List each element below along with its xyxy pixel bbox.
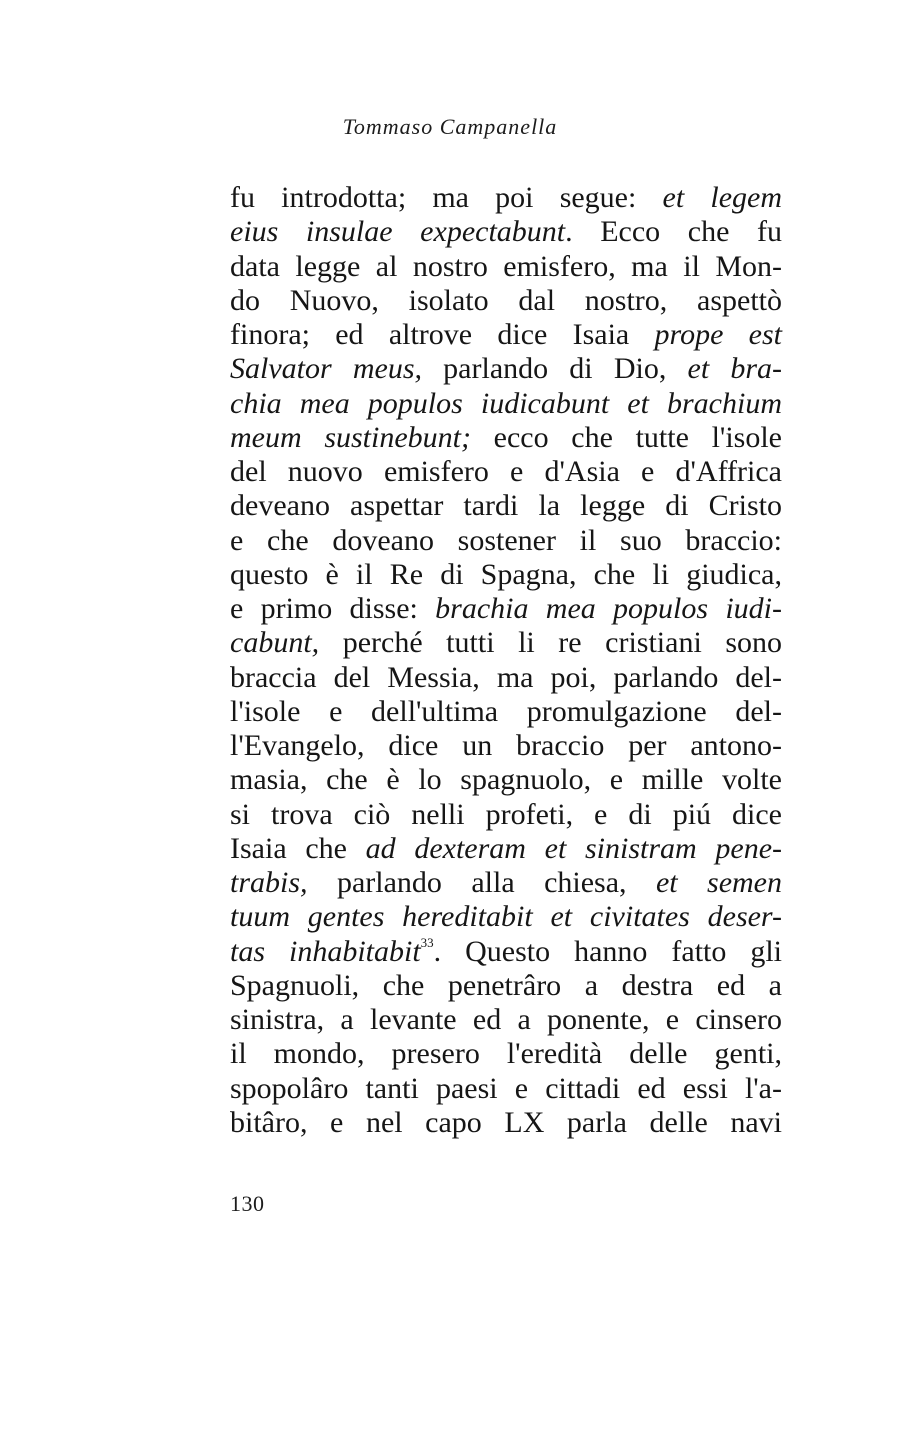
text-line — [230, 1106, 782, 1140]
latin-quote: meum sustinebunt; — [230, 420, 471, 454]
latin-quote: eius insulae expectabunt — [230, 215, 566, 249]
text-run: del nuovo emisfero e d'Asia e d'Affrica — [230, 455, 782, 488]
text-line — [230, 832, 782, 866]
text-line — [230, 1003, 782, 1037]
text-run: e primo disse: — [230, 592, 436, 625]
text-run: fu introdotta; ma poi segue: — [230, 181, 663, 214]
running-head: Tommaso Campanella — [342, 114, 558, 139]
text-line — [230, 729, 782, 763]
text-run: parlando di Dio, — [422, 352, 688, 386]
text-line — [230, 250, 782, 284]
text-run: l'isole e dell'ultima promulgazione del- — [230, 694, 782, 728]
text-run: parlando alla chiesa, — [307, 866, 656, 899]
text-line — [230, 1072, 782, 1106]
text-run: Spagnuoli, che penetrâro a destra ed a — [230, 968, 782, 1002]
text-line — [230, 524, 782, 558]
text-line — [230, 489, 782, 523]
latin-quote: et legem — [662, 181, 782, 214]
text-run: Isaia che — [230, 831, 366, 865]
text-run: si trova ciò nelli profeti, e di piú dice — [230, 797, 782, 831]
text-line — [230, 558, 782, 592]
text-line — [230, 421, 782, 455]
text-line — [230, 695, 782, 729]
text-run: masia, che è lo spagnuolo, e mille volte — [230, 763, 782, 797]
text-line — [230, 284, 782, 318]
text-line — [230, 969, 782, 1003]
latin-quote: tas inhabitabit — [230, 934, 421, 968]
latin-quote: tuum gentes hereditabit et civitates deser- — [230, 900, 782, 934]
text-run: l'Evangelo, dice un braccio per antono- — [230, 729, 782, 762]
body-text — [230, 181, 782, 1140]
text-run: braccia del Messia, ma poi, parlando del- — [230, 660, 782, 694]
latin-quote: cabunt, — [230, 626, 320, 660]
text-run: spopolâro tanti paesi e cittadi ed essi l'a- — [230, 1071, 782, 1105]
text-run: questo è il Re di Spagna, che li giudica, — [230, 557, 782, 591]
latin-quote: trabis, — [230, 866, 308, 899]
latin-quote: chia mea populos iudicabunt et brachium — [230, 386, 782, 420]
text-line — [230, 455, 782, 489]
latin-quote: et semen — [655, 866, 782, 899]
text-line — [230, 592, 782, 626]
page-number: 130 — [230, 1191, 265, 1216]
text-run: . Ecco che fu — [565, 215, 783, 249]
text-line — [230, 1037, 782, 1071]
text-run: data legge al nostro emisfero, ma il Mon- — [230, 249, 782, 283]
text-line — [230, 935, 782, 969]
text-run: perché tutti li re cristiani sono — [319, 626, 782, 660]
text-run: finora; ed altrove dice Isaia — [230, 318, 655, 351]
text-line — [230, 900, 782, 934]
text-line — [230, 798, 782, 832]
text-line — [230, 866, 782, 900]
text-run: ecco che tutte l'isole — [470, 420, 782, 454]
latin-quote: et bra- — [687, 352, 782, 386]
text-line — [230, 215, 782, 249]
text-line — [230, 626, 782, 660]
text-line — [230, 181, 782, 215]
text-line — [230, 352, 782, 386]
latin-quote: brachia mea populos iudi- — [435, 592, 782, 625]
text-line — [230, 763, 782, 797]
text-run: do Nuovo, isolato dal nostro, aspettò — [230, 283, 782, 317]
text-run: e che doveano sostener il suo braccio: — [230, 523, 782, 557]
latin-quote: Salvator meus, — [230, 352, 422, 386]
text-run: sinistra, a levante ed a ponente, e cinsero — [230, 1003, 782, 1036]
footnote-ref: 33 — [420, 934, 434, 950]
latin-quote: ad dexteram et sinistram pene- — [365, 831, 783, 865]
text-line — [230, 318, 782, 352]
text-line — [230, 387, 782, 421]
text-line — [230, 661, 782, 695]
text-run: il mondo, presero l'eredità delle genti, — [230, 1037, 782, 1071]
text-run: . Questo hanno fatto gli — [433, 934, 783, 968]
latin-quote: prope est — [654, 318, 783, 351]
text-run: deveano aspettar tardi la legge di Cristo — [230, 489, 782, 523]
text-run: bitâro, e nel capo LX parla delle navi — [230, 1105, 782, 1139]
